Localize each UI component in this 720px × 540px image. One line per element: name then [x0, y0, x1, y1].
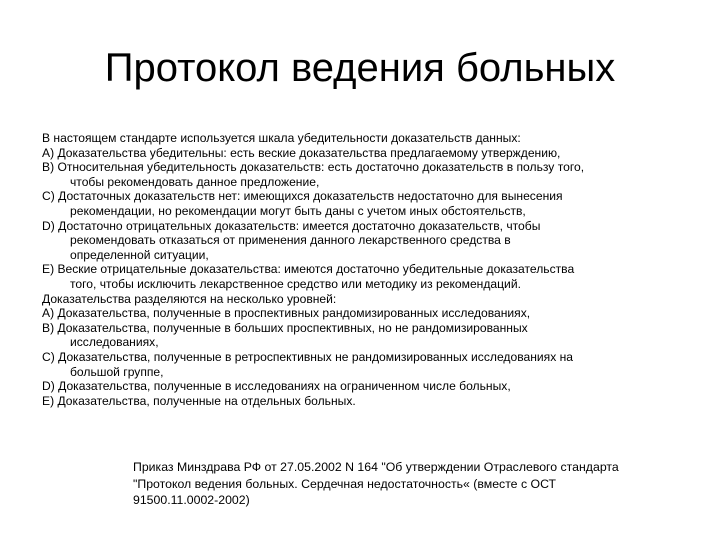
evidence-grade-a: A) Доказательства убедительны: есть веские доказательства предлагаемому утверждению, [42, 145, 561, 160]
evidence-level-e: E) Доказательства, полученные на отдельных больных. [42, 393, 356, 408]
evidence-level-b: B) Доказательства, полученные в больших проспективных, но не рандомизированных исследованиях, [42, 320, 528, 350]
evidence-level-d: D) Доказательства, полученные в исследованиях на ограниченном числе больных, [42, 379, 511, 394]
evidence-level-a: A) Доказательства, полученные в проспективных рандомизированных исследованиях, [42, 306, 531, 321]
evidence-grade-e: E) Веские отрицательные доказательства: имеются достаточно убедительные доказательства того, чтобы исключить лекарственное средство или методику из рекомендаций. [42, 262, 575, 291]
body-text [42, 131, 702, 408]
evidence-level-c: C) Доказательства, полученные в ретроспективных не рандомизированных исследованиях на большой группе, [42, 349, 574, 379]
evidence-grade-b: B) Относительная убедительность доказательств: есть достаточно доказательств в пользу того, чтобы рекомендовать данное предложение, [42, 160, 585, 189]
slide-title: Протокол ведения больных [104, 46, 616, 90]
evidence-grade-c: C) Достаточных доказательств нет: имеющихся доказательств недостаточно для вынесения рекомендации, но рекомендации могут быть даны с учетом иных обстоятельств, [42, 189, 563, 218]
levels-intro: Доказательства разделяются на несколько уровней: [42, 291, 337, 306]
evidence-grade-d: D) Достаточно отрицательных доказательств: имеется достаточно доказательств, чтобы рекомендовать отказаться от применения данного лекарственного средства в определенной ситуации, [42, 218, 541, 262]
intro-paragraph: В настоящем стандарте используется шкала убедительности доказательств данных: [42, 131, 521, 145]
source-citation: Приказ Минздрава РФ от 27.05.2002 N 164 "Об утверждении Отраслевого стандарта "Протокол ведения больных. Сердечная недостаточность« (вместе с ОСТ 91500.11.0002-2002) [133, 460, 619, 508]
